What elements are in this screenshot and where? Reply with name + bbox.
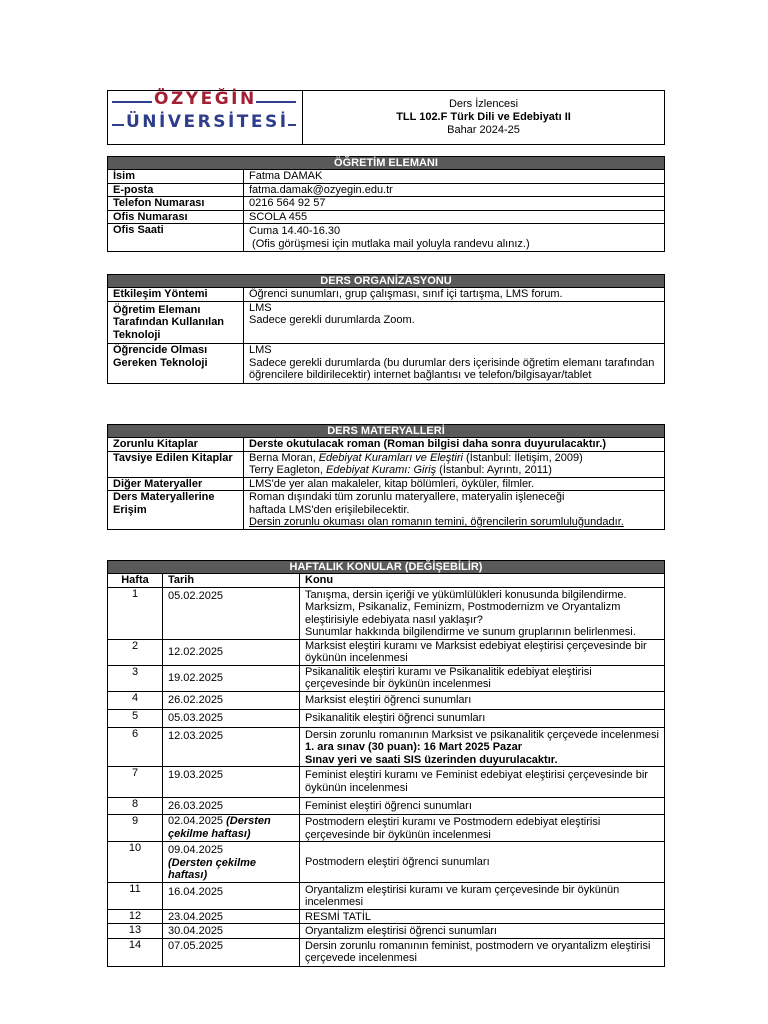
header-table <box>107 90 665 145</box>
staff-title: ÖĞRETİM ELEMANI <box>108 157 665 170</box>
teacher-tech-label: Öğretim Elemanı Tarafından Kullanılan Teknoloji <box>108 301 244 344</box>
office-label: Ofis Numarası <box>108 210 244 224</box>
access-line: Dersin zorunlu okuması olan romanın temini, öğrencilerin sorumluluğundadır. <box>249 516 624 528</box>
office-hours-time: Cuma 14.40-16.30 <box>249 225 341 237</box>
week-number: 6 <box>108 727 163 767</box>
week-topic: Oryantalizm eleştirisi kuramı ve kuram çerçevesinde bir öykünün incelenmesi <box>300 882 665 909</box>
teacher-tech-value <box>244 301 665 344</box>
other-value: LMS'de yer alan makaleler, kitap bölümleri, öyküler, filmler. <box>244 477 665 491</box>
week-number: 7 <box>108 767 163 798</box>
book-publisher: (İstanbul: Ayrıntı, 2011) <box>436 464 552 476</box>
week-number: 12 <box>108 909 163 924</box>
week-topic <box>300 727 665 767</box>
table-row <box>108 587 665 639</box>
week-date: 16.04.2025 <box>163 882 300 909</box>
interaction-value: Öğrenci sunumları, grup çalışması, sınıf içi tartışma, LMS forum. <box>244 288 665 302</box>
table-row <box>108 842 665 883</box>
required-label: Zorunlu Kitaplar <box>108 438 244 452</box>
weekly-topics-table <box>107 560 665 967</box>
week-topic: Psikanalitik eleştiri kuramı ve Psikanalitik edebiyat eleştirisi çerçevesinde bir öykünün incelenmesi <box>300 665 665 691</box>
book-publisher: (İstanbul: İletişim, 2009) <box>462 451 583 464</box>
recommended-label: Tavsiye Edilen Kitaplar <box>108 451 244 477</box>
recommended-book-2 <box>249 464 659 477</box>
access-line: Roman dışındaki tüm zorunlu materyallere, materyalin işleneceği <box>249 491 565 503</box>
withdrawal-note: (Dersten çekilme haftası) <box>168 815 271 840</box>
access-label: Ders Materyallerine Erişim <box>108 491 244 530</box>
week-number: 9 <box>108 815 163 842</box>
office-hours-note: (Ofis görüşmesi için mutlaka mail yoluyla randevu alınız.) <box>249 237 530 250</box>
weekly-title: HAFTALIK KONULAR (DEĞİŞEBİLİR) <box>108 561 665 574</box>
week-topic: Feminist eleştiri öğrenci sunumları <box>300 798 665 815</box>
teacher-tech-line: Sadece gerekli durumlarda Zoom. <box>249 314 415 326</box>
organization-table <box>107 274 665 384</box>
book-author: Terry Eagleton, <box>249 464 327 476</box>
topic-text: Tanışma, dersin içeriği ve yükümlülükleri konusunda bilgilendirme. Marksizm, Psikanaliz, Feminizm, Postmodernizm ve Oryantalizm eleştirisiyle edebiyata nasıl yaklaşır? <box>305 588 627 626</box>
week-date: 23.04.2025 <box>163 909 300 924</box>
week-date: 12.02.2025 <box>163 639 300 665</box>
student-tech-value <box>244 344 665 384</box>
week-number: 5 <box>108 709 163 727</box>
interaction-label: Etkileşim Yöntemi <box>108 288 244 302</box>
date-text: 02.04.2025 <box>168 815 227 827</box>
week-date: 26.03.2025 <box>163 798 300 815</box>
access-value <box>244 491 665 530</box>
name-value: Fatma DAMAK <box>244 170 665 184</box>
week-number: 1 <box>108 587 163 639</box>
email-value[interactable]: fatma.damak@ozyegin.edu.tr <box>244 183 665 197</box>
week-date: 07.05.2025 <box>163 938 300 966</box>
week-topic: Postmodern eleştiri öğrenci sunumları <box>300 842 665 883</box>
table-row <box>108 909 665 924</box>
logo-top-text: ÖZYEĞİN <box>154 89 257 109</box>
week-topic: Postmodern eleştiri kuramı ve Postmodern edebiyat eleştirisi çerçevesinde bir öykünün incelenmesi <box>300 815 665 842</box>
week-number: 8 <box>108 798 163 815</box>
recommended-value <box>244 451 665 477</box>
office-value: SCOLA 455 <box>244 210 665 224</box>
week-number: 13 <box>108 924 163 939</box>
teacher-tech-line: LMS <box>249 301 272 314</box>
date-text: 09.04.2025 <box>168 844 224 856</box>
week-topic: Feminist eleştiri kuramı ve Feminist edebiyat eleştirisi çerçevesinde bir öykünün incelenmesi <box>300 767 665 798</box>
other-label: Diğer Materyaller <box>108 477 244 491</box>
exam-note: Sınav yeri ve saati SIS üzerinden duyurulacaktır. <box>305 753 558 766</box>
student-tech-line: LMS <box>249 344 272 356</box>
week-number: 11 <box>108 882 163 909</box>
week-date: 12.03.2025 <box>163 727 300 767</box>
week-date: 05.02.2025 <box>163 587 300 639</box>
week-number: 10 <box>108 842 163 883</box>
table-row <box>108 938 665 966</box>
col-topic: Konu <box>300 574 665 588</box>
logo <box>108 91 303 145</box>
week-date: 26.02.2025 <box>163 691 300 709</box>
table-row <box>108 798 665 815</box>
office-hours-label: Ofis Saati <box>108 224 244 252</box>
col-date: Tarih <box>163 574 300 588</box>
table-row <box>108 882 665 909</box>
table-row <box>108 639 665 665</box>
doc-type: Ders İzlencesi <box>448 98 519 110</box>
materials-title: DERS MATERYALLERİ <box>108 425 665 438</box>
week-number: 2 <box>108 639 163 665</box>
book-title: Edebiyat Kuramı: Giriş <box>326 464 437 476</box>
col-week: Hafta <box>108 574 163 588</box>
topic-text: Dersin zorunlu romanının Marksist ve psikanalitik çerçevede incelenmesi <box>305 728 659 741</box>
org-title: DERS ORGANİZASYONU <box>108 275 665 288</box>
book-title: Edebiyat Kuramları ve Eleştiri <box>318 451 463 464</box>
week-date <box>163 815 300 842</box>
exam-date: 1. ara sınav (30 puan): 16 Mart 2025 Pazar <box>305 741 523 753</box>
staff-table <box>107 156 665 252</box>
week-topic: Dersin zorunlu romanının feminist, postmodern ve oryantalizm eleştirisi çerçevede incelenmesi <box>300 938 665 966</box>
table-row <box>108 691 665 709</box>
week-number: 14 <box>108 938 163 966</box>
phone-value: 0216 564 92 57 <box>244 197 665 211</box>
term: Bahar 2024-25 <box>447 124 520 136</box>
recommended-book-1 <box>249 452 659 465</box>
week-date: 05.03.2025 <box>163 709 300 727</box>
table-row <box>108 815 665 842</box>
header-info <box>303 91 665 145</box>
logo-bottom-text: ÜNİVERSİTESİ <box>126 112 289 132</box>
required-value: Derste okutulacak roman (Roman bilgisi daha sonra duyurulacaktır.) <box>244 438 665 452</box>
withdrawal-note: (Dersten çekilme haftası) <box>168 856 257 881</box>
table-row <box>108 924 665 939</box>
week-number: 3 <box>108 665 163 691</box>
week-topic <box>300 587 665 639</box>
week-number: 4 <box>108 691 163 709</box>
access-line: haftada LMS'den erişilebilecektir. <box>249 503 410 516</box>
student-tech-line: Sadece gerekli durumlarda (bu durumlar ders içerisinde öğretim elemanı tarafından öğrencilere bildirilecektir) internet bağlantısı ve telefon/bilgisayar/tablet <box>249 356 655 381</box>
week-topic: Psikanalitik eleştiri öğrenci sunumları <box>300 709 665 727</box>
week-topic: Marksist eleştiri öğrenci sunumları <box>300 691 665 709</box>
table-row <box>108 665 665 691</box>
week-topic: Marksist eleştiri kuramı ve Marksist edebiyat eleştirisi çerçevesinde bir öykünün incelenmesi <box>300 639 665 665</box>
email-label: E-posta <box>108 183 244 197</box>
name-label: İsim <box>108 170 244 184</box>
week-date: 19.02.2025 <box>163 665 300 691</box>
table-row <box>108 727 665 767</box>
week-date <box>163 842 300 883</box>
course-title: TLL 102.F Türk Dili ve Edebiyatı II <box>396 111 571 123</box>
week-date: 30.04.2025 <box>163 924 300 939</box>
phone-label: Telefon Numarası <box>108 197 244 211</box>
table-row <box>108 767 665 798</box>
table-row <box>108 709 665 727</box>
week-date: 19.03.2025 <box>163 767 300 798</box>
week-topic: Oryantalizm eleştirisi öğrenci sunumları <box>300 924 665 939</box>
office-hours-value <box>244 224 665 252</box>
materials-table <box>107 424 665 530</box>
student-tech-label: Öğrencide Olması Gereken Teknoloji <box>108 344 244 384</box>
topic-text: Sunumlar hakkında bilgilendirme ve sunum gruplarının belirlenmesi. <box>305 626 636 638</box>
book-author: Berna Moran, <box>249 451 319 464</box>
week-topic: RESMİ TATİL <box>300 909 665 924</box>
